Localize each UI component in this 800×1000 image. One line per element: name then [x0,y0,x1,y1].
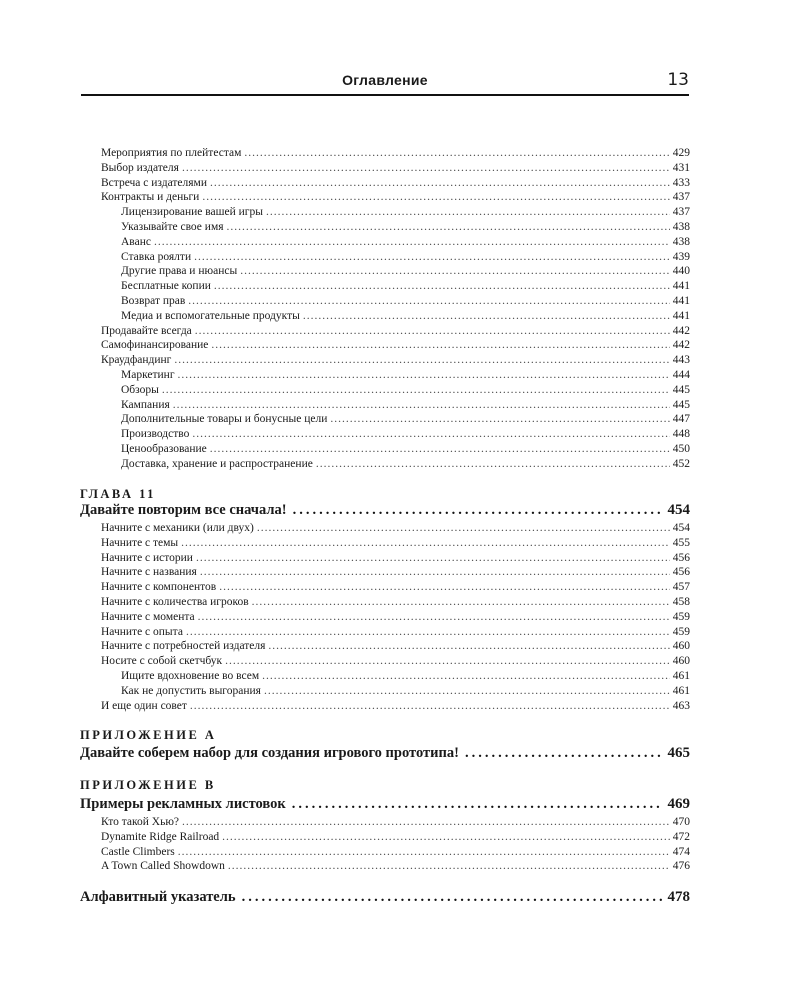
dot-leader [188,294,669,308]
dot-leader [264,684,670,698]
toc-entry [80,264,690,278]
entry-title: Мероприятия по плейтестам [101,147,242,159]
toc-entry [80,190,690,204]
entry-title: Начните с количества игроков [101,596,249,608]
entry-page: 445 [672,398,690,411]
entry-page: 461 [672,684,690,697]
section-label: ГЛАВА 11 [80,487,156,501]
dot-leader [262,669,670,683]
entry-page: 459 [672,625,690,638]
entry-title: Ценообразование [121,443,207,455]
dot-leader [228,859,670,873]
toc-major-entry [80,888,690,906]
entry-title: Дополнительные товары и бонусные цели [121,413,328,426]
dot-leader [257,521,670,535]
toc-entry [80,294,690,308]
toc-entry [80,427,690,441]
entry-page: 472 [672,830,690,843]
toc-entry [80,830,690,844]
toc-entry [80,669,690,683]
dot-leader [211,338,669,352]
entry-title: Начните с названия [101,566,197,579]
entry-title: Возврат прав [121,295,186,307]
toc-entry [80,551,690,565]
dot-leader [292,795,662,813]
toc-entry [80,595,690,609]
entry-title: Встреча с издателями [101,176,207,189]
toc-entry [80,279,690,293]
entry-page: 452 [672,457,690,470]
toc-entry [80,654,690,668]
entry-page: 463 [672,699,690,712]
entry-title: Аванс [121,235,151,248]
dot-leader [182,815,670,829]
dot-leader [181,536,670,550]
entry-page: 441 [672,295,690,307]
entry-page: 457 [672,581,690,594]
entry-title: Обзоры [121,383,159,396]
dot-leader [154,235,670,249]
toc-entry [80,442,690,456]
entry-page: 450 [672,443,690,455]
entry-page: 442 [672,339,690,352]
entry-title: Как не допустить выгорания [121,684,261,697]
header-title: Оглавление [342,72,428,88]
entry-title: Самофинансирование [101,339,209,352]
entry-page: 439 [672,250,690,263]
dot-leader [186,625,670,639]
dot-leader [182,161,670,175]
entry-page: 448 [672,428,690,441]
toc-entry [80,324,690,338]
dot-leader [293,501,662,519]
toc-entry [80,250,690,264]
entry-title: Алфавитный указатель [80,889,236,905]
dot-leader [222,830,670,844]
entry-page: 455 [672,536,690,549]
section-label: ПРИЛОЖЕНИЕ В [80,778,216,792]
entry-title: Начните с потребностей издателя [101,640,266,653]
toc-entry [80,639,690,653]
entry-page: 469 [667,796,690,812]
entry-title: Другие права и нюансы [121,265,238,278]
entry-page: 476 [672,860,690,873]
dot-leader [162,383,670,397]
entry-page: 474 [672,845,690,858]
entry-title: Доставка, хранение и распространение [121,457,313,470]
entry-page: 456 [672,551,690,564]
entry-page: 460 [672,655,690,668]
entry-page: 458 [672,596,690,608]
toc-entry [80,205,690,219]
entry-page: 445 [672,383,690,396]
toc-entry [80,176,690,190]
dot-leader [195,324,670,338]
toc-entry [80,815,690,829]
toc-entry [80,309,690,323]
dot-leader [192,427,669,441]
entry-title: Медиа и вспомогательные продукты [121,309,300,322]
entry-title: Маркетинг [121,369,175,381]
entry-title: Краудфандинг [101,354,172,367]
entry-title: Давайте соберем набор для создания игрового прототипа! [80,745,459,761]
entry-title: Ставка роялти [121,250,192,263]
dot-leader [178,845,670,859]
toc-entry [80,412,690,426]
entry-page: 433 [672,176,690,189]
dot-leader [190,699,670,713]
dot-leader [200,565,670,579]
toc-major-entry [80,744,690,762]
entry-page: 438 [672,235,690,248]
entry-title: Кто такой Хью? [101,816,180,828]
entry-title: Лицензирование вашей игры [121,206,263,219]
entry-page: 441 [672,309,690,322]
dot-leader [252,595,670,609]
toc-entry [80,235,690,249]
dot-leader [174,353,669,367]
entry-title: Носите с собой скетчбук [101,655,223,668]
toc-entry [80,845,690,859]
toc-major-entry [80,501,690,519]
entry-title: Castle Climbers [101,845,175,858]
toc-entry [80,368,690,382]
entry-page: 438 [672,221,690,233]
toc-entry [80,580,690,594]
dot-leader [268,639,669,653]
entry-title: Начните с темы [101,536,179,549]
dot-leader [240,264,670,278]
entry-page: 437 [672,206,690,219]
entry-page: 454 [672,522,690,534]
dot-leader [330,412,669,426]
entry-page: 431 [672,161,690,174]
dot-leader [316,457,670,471]
entry-title: A Town Called Showdown [101,860,225,873]
toc-entry [80,625,690,639]
entry-title: Выбор издателя [101,161,179,174]
running-header [81,68,689,96]
entry-title: Производство [121,428,190,441]
dot-leader [210,442,670,456]
toc-entry [80,521,690,535]
toc-entry [80,610,690,624]
entry-page: 443 [672,354,690,367]
dot-leader [196,551,670,565]
toc-entry [80,338,690,352]
dot-leader [202,190,669,204]
toc-entry [80,146,690,160]
entry-title: Кампания [121,398,170,411]
dot-leader [225,654,670,668]
entry-title: Начните с опыта [101,625,183,638]
dot-leader [173,398,670,412]
toc-entry [80,161,690,175]
toc-entry [80,398,690,412]
toc-entry [80,220,690,234]
toc-major-entry [80,795,690,813]
entry-title: Начните с момента [101,610,195,623]
dot-leader [210,176,670,190]
entry-page: 478 [667,889,690,905]
toc-entry [80,699,690,713]
toc-entry [80,536,690,550]
toc-entry [80,565,690,579]
entry-title: Давайте повторим все сначала! [80,502,287,518]
entry-title: Указывайте свое имя [121,221,224,233]
entry-page: 454 [667,502,690,518]
entry-title: Ищите вдохновение во всем [121,670,260,682]
dot-leader [194,250,670,264]
entry-title: Начните с компонентов [101,581,217,594]
toc-entry [80,383,690,397]
dot-leader [266,205,670,219]
entry-page: 444 [672,369,690,381]
entry-page: 456 [672,566,690,579]
entry-page: 437 [672,191,690,204]
entry-title: И еще один совет [101,699,187,712]
dot-leader [242,888,662,906]
page-number: 13 [667,70,689,90]
entry-page: 442 [672,324,690,337]
toc-entry [80,684,690,698]
toc-entry [80,457,690,471]
entry-title: Контракты и деньги [101,191,200,204]
entry-page: 429 [672,147,690,159]
entry-page: 460 [672,640,690,653]
entry-page: 447 [672,413,690,426]
section-label: ПРИЛОЖЕНИЕ А [80,728,217,742]
entry-page: 459 [672,610,690,623]
dot-leader [178,368,670,382]
entry-page: 461 [672,670,690,682]
dot-leader [198,610,670,624]
entry-page: 470 [672,816,690,828]
entry-page: 440 [672,265,690,278]
dot-leader [244,146,669,160]
dot-leader [214,279,670,293]
entry-title: Dynamite Ridge Railroad [101,830,220,843]
entry-title: Начните с истории [101,551,193,564]
dot-leader [303,309,670,323]
toc-entry [80,353,690,367]
dot-leader [227,220,670,234]
dot-leader [465,744,662,762]
entry-page: 465 [667,745,690,761]
toc-entry [80,859,690,873]
entry-title: Примеры рекламных листовок [80,796,286,812]
entry-page: 441 [672,280,690,293]
dot-leader [219,580,670,594]
entry-title: Продавайте всегда [101,324,192,337]
entry-title: Бесплатные копии [121,280,211,293]
entry-title: Начните с механики (или двух) [101,522,254,534]
